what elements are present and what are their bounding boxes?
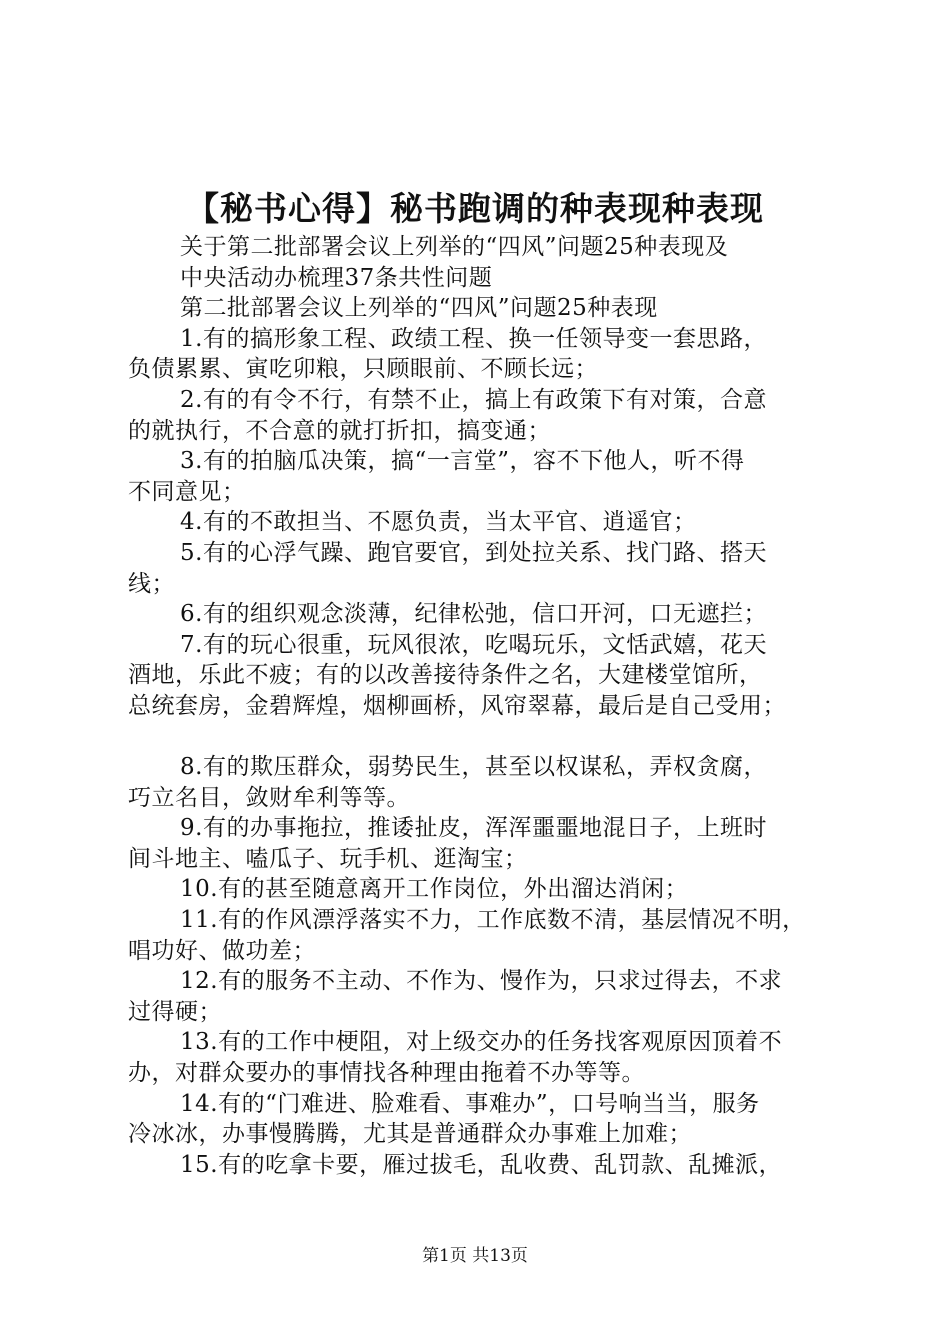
text-line: 7.有的玩心很重，玩风很浓，吃喝玩乐，文恬武嬉，花天 (180, 631, 767, 658)
text-line: 办，对群众要办的事情找各种理由拖着不办等等。 (128, 1060, 645, 1087)
text-line: 15.有的吃拿卡要，雁过拔毛，乱收费、乱罚款、乱摊派， (180, 1151, 783, 1178)
text-line: 冷冰冰，办事慢腾腾，尤其是普通群众办事难上加难； (128, 1121, 692, 1148)
text-line: 14.有的“门难进、脸难看、事难办”，口号响当当，服务 (180, 1090, 760, 1117)
document-body (128, 232, 848, 1180)
text-line: 13.有的工作中梗阻，对上级交办的任务找客观原因顶着不 (180, 1029, 783, 1056)
text-line: 总统套房，金碧辉煌，烟柳画桥，风帘翠幕，最后是自己受用； (128, 692, 786, 719)
text-line: 12.有的服务不主动、不作为、慢作为，只求过得去，不求 (180, 968, 783, 995)
text-line: 4.有的不敢担当、不愿负责，当太平官、逍遥官； (180, 509, 697, 536)
text-line: 酒地，乐此不疲；有的以改善接待条件之名，大建楼堂馆所， (128, 662, 763, 689)
text-line: 过得硬； (128, 998, 222, 1025)
text-line: 线； (128, 570, 175, 597)
text-line: 关于第二批部署会议上列举的“四风”问题25种表现及 (180, 234, 729, 260)
blank-line (128, 722, 848, 753)
text-line: 5.有的心浮气躁、跑官要官，到处拉关系、找门路、搭天 (180, 539, 767, 566)
document-title: 【秘书心得】秘书跑调的种表现种表现 (186, 189, 764, 228)
text-line: 10.有的甚至随意离开工作岗位，外出溜达消闲； (180, 876, 689, 903)
text-line: 负债累累、寅吃卯粮，只顾眼前、不顾长远； (128, 356, 598, 383)
text-line: 不同意见； (128, 478, 246, 505)
text-line: 9.有的办事拖拉，推诿扯皮，浑浑噩噩地混日子，上班时 (180, 815, 767, 842)
text-line: 1.有的搞形象工程、政绩工程、换一任领导变一套思路， (180, 325, 767, 352)
text-line: 的就执行，不合意的就打折扣，搞变通； (128, 417, 551, 444)
text-line: 8.有的欺压群众，弱势民生，甚至以权谋私，弄权贪腐， (180, 754, 767, 781)
text-line: 2.有的有令不行，有禁不止，搞上有政策下有对策，合意 (180, 386, 767, 413)
text-line: 3.有的拍脑瓜决策，搞“一言堂”，容不下他人，听不得 (180, 448, 745, 475)
page-footer: 第1页 共13页 (422, 1246, 528, 1266)
text-line: 唱功好、做功差； (128, 937, 316, 964)
text-line: 间斗地主、嗑瓜子、玩手机、逛淘宝； (128, 845, 528, 872)
text-line: 11.有的作风漂浮落实不力，工作底数不清，基层情况不明， (180, 907, 806, 934)
text-line: 巧立名目，敛财牟利等等。 (128, 784, 410, 811)
text-line: 第二批部署会议上列举的“四风”问题25种表现 (180, 295, 658, 322)
text-line: 中央活动办梳理37条共性问题 (180, 264, 493, 291)
text-line: 6.有的组织观念淡薄，纪律松弛，信口开河，口无遮拦； (180, 601, 767, 628)
